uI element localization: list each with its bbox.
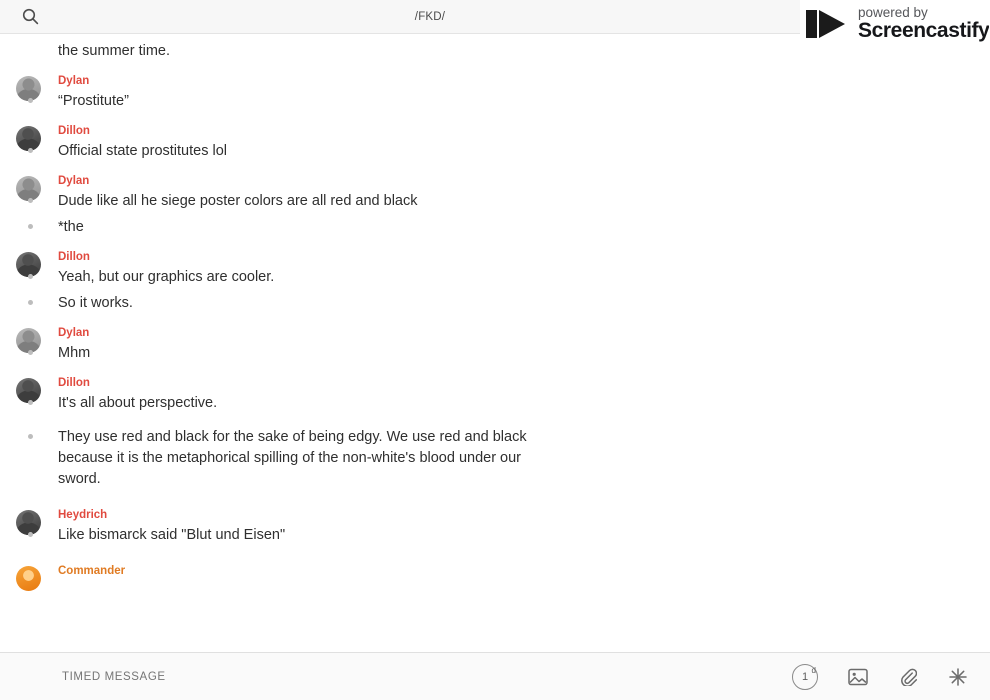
search-icon[interactable] (20, 7, 40, 27)
message-status-dot (28, 434, 33, 439)
message-text (58, 426, 558, 494)
message-text (58, 190, 618, 216)
message-author: Dylan (58, 75, 90, 87)
message-author: Commander (58, 565, 126, 577)
message-status-dot (28, 350, 33, 355)
message-group (0, 124, 990, 166)
message-group (0, 508, 990, 550)
timer-button[interactable] (792, 664, 818, 690)
watermark-brand: Screencastify (858, 19, 990, 43)
message-text-content: They use red and black for the sake of being edgy. We use red and black because it is the metaphorical spilling of the non-white's blood under our sword. (58, 429, 527, 487)
message-text (58, 90, 618, 116)
message-text (58, 266, 618, 292)
paperclip-icon[interactable] (898, 667, 918, 687)
message-author: Dylan (58, 327, 90, 339)
composer-actions (792, 664, 990, 690)
message-text-content: “Prostitute” (58, 93, 129, 109)
message-status-dot (28, 148, 33, 153)
message-status-dot (28, 224, 33, 229)
message-text-content: So it works. (58, 295, 133, 311)
message-author: Dillon (58, 377, 90, 389)
message-text-content: It's all about perspective. (58, 395, 218, 411)
timer-value: 1 (801, 670, 809, 683)
message-text-content: Dude like all he siege poster colors are all red and black (58, 193, 418, 209)
top-bar-left (0, 7, 60, 27)
message-group (0, 174, 990, 242)
message-author: Dillon (58, 251, 90, 263)
message-status-dot (28, 300, 33, 305)
message-author: Heydrich (58, 509, 108, 521)
message-group (0, 564, 990, 578)
message-text (58, 292, 618, 318)
message-text: the summer time. (58, 43, 170, 59)
message-status-dot (28, 98, 33, 103)
message-list[interactable] (0, 34, 990, 652)
message-composer (0, 652, 990, 700)
message-text-content: Yeah, but our graphics are cooler. (58, 269, 275, 285)
message-text (58, 524, 618, 550)
message-status-dot (28, 274, 33, 279)
watermark-text (858, 6, 989, 42)
message-text (58, 342, 618, 368)
message-text-content: Mhm (58, 345, 91, 361)
message-text (58, 216, 618, 242)
image-icon[interactable] (848, 667, 868, 687)
message-status-dot (28, 400, 33, 405)
message-group (0, 376, 990, 494)
message-author: Dylan (58, 175, 90, 187)
page-title: /FKD/ (414, 10, 446, 23)
message-status-dot (28, 198, 33, 203)
message-status-dot (28, 532, 33, 537)
play-logo-icon (806, 9, 850, 39)
watermark-powered-by: powered by (858, 5, 928, 20)
timed-message-input[interactable] (0, 670, 792, 684)
message-text (58, 140, 618, 166)
message-text-content: Like bismarck said "Blut und Eisen" (58, 527, 286, 543)
sparkle-icon[interactable] (948, 667, 968, 687)
timer-unit: d (811, 665, 816, 675)
message-text (58, 392, 618, 418)
message-group (0, 250, 990, 318)
message-text-content: Official state prostitutes lol (58, 143, 227, 159)
message-group (0, 74, 990, 116)
avatar[interactable] (16, 566, 41, 591)
screencastify-watermark (800, 0, 990, 48)
message-author: Dillon (58, 125, 90, 137)
message-text-content: *the (58, 219, 84, 235)
message-group (0, 326, 990, 368)
